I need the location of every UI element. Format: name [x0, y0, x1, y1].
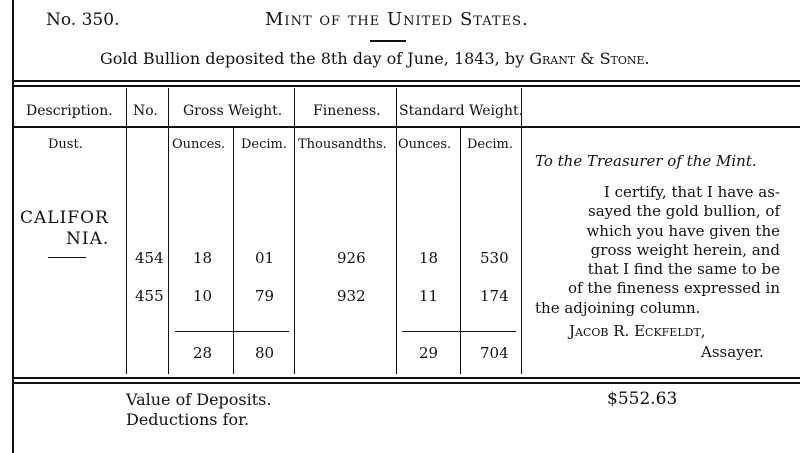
total-std-oz: 29 — [419, 344, 439, 362]
row2-gross-oz: 10 — [193, 287, 213, 305]
col-line-4 — [294, 88, 295, 374]
total-gross-oz: 28 — [193, 344, 213, 362]
header-no: No. — [133, 103, 158, 119]
total-gross-dec: 80 — [255, 344, 275, 362]
doc-number: No. 350. — [46, 10, 120, 30]
row2-fineness: 932 — [337, 287, 366, 305]
col-line-2 — [168, 88, 169, 374]
certificate-line: that I find the same to be — [587, 260, 780, 279]
header-standard-weight: Standard Weight. — [399, 103, 524, 119]
row1-std-dec: 530 — [480, 249, 509, 267]
certificate-line: I certify, that I have as- — [603, 183, 780, 201]
col-line-3 — [233, 128, 234, 374]
certificate-line: the adjoining column. — [535, 298, 701, 317]
col-line-1 — [126, 88, 127, 374]
table-bottom-rule-2 — [12, 382, 800, 384]
certificate-line: which you have given the — [586, 221, 780, 240]
left-border — [12, 0, 14, 453]
subheader-dust: Dust. — [48, 137, 83, 152]
deductions-label: Deductions for. — [126, 410, 250, 429]
certificate-rule — [522, 126, 800, 127]
origin-dash — [48, 257, 86, 258]
row2-std-oz: 11 — [419, 287, 439, 305]
origin-line-2: NIA. — [66, 229, 110, 249]
row2-std-dec: 174 — [480, 287, 509, 305]
row2-gross-dec: 79 — [255, 287, 275, 305]
certificate-addressee: To the Treasurer of the Mint. — [535, 152, 757, 170]
certificate-line: of the fineness expressed in — [567, 279, 780, 298]
subheader-gross-ounces: Ounces. — [172, 137, 226, 152]
gross-total-rule — [175, 331, 289, 332]
depositor-name: Grant & Stone. — [529, 49, 650, 68]
col-line-5 — [396, 88, 397, 374]
header-gross-weight: Gross Weight. — [183, 103, 283, 119]
origin-line-1: CALIFOR — [20, 208, 109, 228]
certificate-line: gross weight herein, and — [590, 240, 780, 259]
subtitle-prefix: Gold Bullion deposited the 8th day of June, 1843, by — [100, 49, 530, 68]
subheader-std-decim: Decim. — [467, 137, 514, 152]
row1-fineness: 926 — [337, 249, 366, 267]
signer-name: Jacob R. Eckfeldt, — [569, 322, 706, 340]
row1-no: 454 — [135, 249, 164, 267]
mint-title: Mint of the United States. — [265, 9, 529, 30]
row1-gross-dec: 01 — [255, 249, 275, 267]
subheader-std-ounces: Ounces. — [398, 137, 452, 152]
certificate-line: sayed the gold bullion, of — [588, 202, 780, 221]
total-std-dec: 704 — [480, 344, 509, 362]
signer-title: Assayer. — [701, 343, 764, 361]
std-total-rule — [402, 331, 516, 332]
header-description: Description. — [26, 103, 113, 119]
deposit-subtitle — [100, 49, 650, 68]
table-top-rule-1 — [12, 80, 800, 82]
header-fineness: Fineness. — [313, 103, 381, 119]
subheader-gross-decim: Decim. — [241, 137, 288, 152]
subheader-thousandths: Thousandths. — [298, 137, 387, 152]
row1-std-oz: 18 — [419, 249, 439, 267]
col-line-7 — [521, 88, 522, 374]
table-bottom-rule-1 — [12, 377, 800, 379]
value-of-deposits-label: Value of Deposits. — [126, 390, 272, 409]
title-rule — [370, 40, 406, 42]
row1-gross-oz: 18 — [193, 249, 213, 267]
certificate-body — [535, 183, 780, 318]
col-line-6 — [460, 128, 461, 374]
value-amount: $552.63 — [607, 389, 678, 409]
row2-no: 455 — [135, 287, 164, 305]
table-top-rule-2 — [12, 85, 800, 87]
